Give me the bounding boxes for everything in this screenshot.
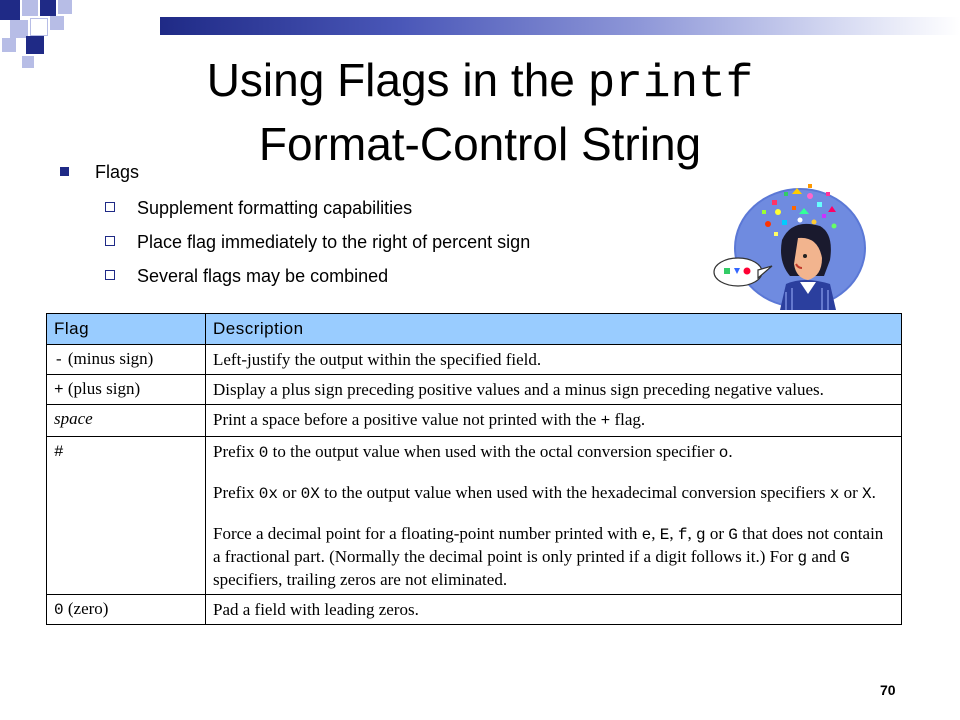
description-paragraph: Prefix 0 to the output value when used with the octal conversion specifier o. [213, 442, 733, 462]
flag-text: (minus sign) [63, 349, 154, 368]
description-paragraph: Prefix 0x or 0X to the output value when used with the hexadecimal conversion specifiers x or X. [213, 483, 876, 503]
slide-title [100, 50, 860, 174]
table-header-row [47, 314, 902, 345]
title-text: Using Flags in the [206, 54, 588, 106]
decor-square [22, 56, 34, 68]
sub-bullet-box-icon [105, 236, 115, 246]
decor-square [40, 0, 56, 16]
table-row [47, 595, 902, 625]
description-cell [206, 437, 902, 595]
table-row [47, 375, 902, 405]
flag-cell [47, 595, 206, 625]
bullet-square-icon [60, 167, 69, 176]
flag-cell [47, 345, 206, 375]
sub-bullet-box-icon [105, 270, 115, 280]
flag-text: (zero) [63, 599, 109, 618]
header-flag: Flag [47, 314, 206, 345]
flag-code: - [54, 351, 64, 369]
description-cell [206, 405, 902, 437]
table-row [47, 437, 902, 595]
table-row [47, 345, 902, 375]
decor-square [58, 0, 72, 14]
decor-square [22, 0, 38, 16]
description-text: Left-justify the output within the specified field. [213, 350, 542, 369]
decor-square [50, 16, 64, 30]
description-cell [206, 595, 902, 625]
flag-code: + [54, 381, 64, 399]
description-paragraph: Force a decimal point for a floating-point number printed with e, E, f, g or G that does not contain a fractional part. (Normally the decimal point is only printed if a digit follows it.) For g and G specifiers, trailing zeros are not eliminated. [213, 524, 884, 589]
flag-code: 0 [54, 601, 64, 619]
description-text: Display a plus sign preceding positive values and a minus sign preceding negative values. [213, 380, 824, 399]
description-cell [206, 345, 902, 375]
sub-bullet-box-icon [105, 202, 115, 212]
page-number: 70 [880, 682, 896, 698]
title-text-line2: Format-Control String [258, 118, 702, 170]
flag-code: # [54, 443, 64, 461]
description-text: Print a space before a positive value not printed with the + flag. [213, 410, 646, 430]
decor-square [26, 36, 44, 54]
sub-bullet-text: Supplement formatting capabilities [137, 198, 413, 218]
title-code: printf [587, 58, 754, 110]
decor-square [0, 0, 20, 20]
sub-bullet-text: Several flags may be combined [137, 266, 389, 286]
description-cell [206, 375, 902, 405]
thinking-woman-clipart-icon [712, 180, 872, 310]
title-rule [160, 17, 960, 35]
flag-cell [47, 405, 206, 437]
bullet-main-text: Flags [95, 162, 140, 182]
table-row [47, 405, 902, 437]
decor-square [2, 38, 16, 52]
description-text: Pad a field with leading zeros. [213, 600, 419, 619]
flag-cell [47, 375, 206, 405]
sub-bullet-text: Place flag immediately to the right of percent sign [137, 232, 531, 252]
decor-square [30, 18, 48, 36]
flag-text: space [54, 409, 93, 428]
header-description: Description [206, 314, 902, 345]
flags-table [46, 313, 902, 625]
flag-text: (plus sign) [63, 379, 141, 398]
flag-cell [47, 437, 206, 595]
